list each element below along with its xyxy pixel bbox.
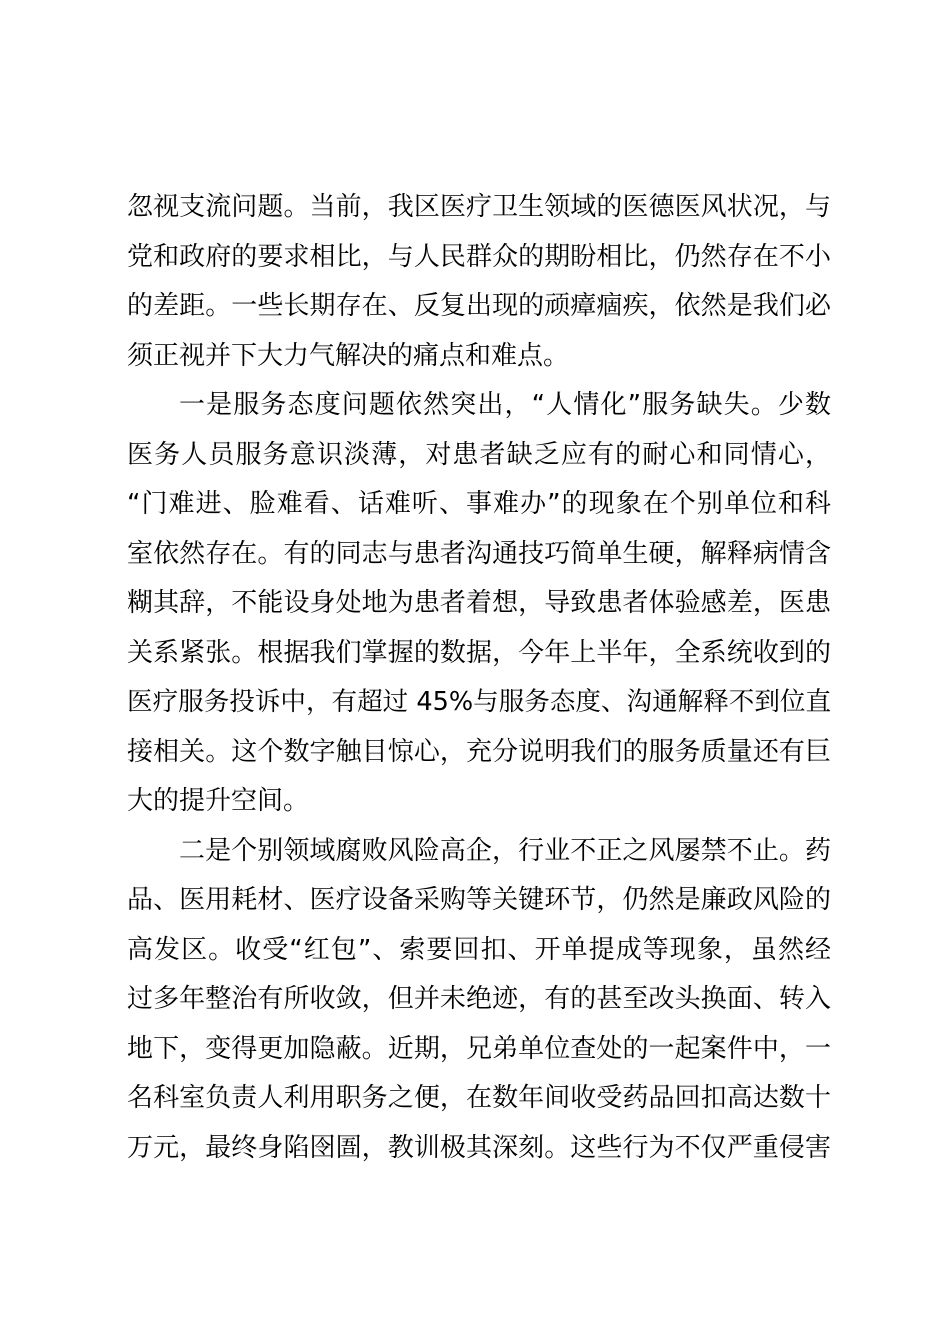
text-line: 忽视支流问题。当前，我区医疗卫生领域的医德医风状况，与	[127, 192, 831, 222]
body-text	[127, 183, 831, 1173]
text-line: 过多年整治有所收敛，但并未绝迹，有的甚至改头换面、转入	[127, 984, 831, 1014]
text-line: 品、医用耗材、医疗设备采购等关键环节，仍然是廉政风险的	[127, 885, 831, 915]
text-line: 须正视并下大力气解决的痛点和难点。	[127, 340, 570, 371]
text-line: 地下，变得更加隐蔽。近期，兄弟单位查处的一起案件中，一	[127, 1033, 831, 1064]
paragraph-3	[127, 827, 831, 1174]
text-line: 一是服务态度问题依然突出，“人情化”服务缺失。少数	[179, 390, 831, 420]
text-line: 糊其辞，不能设身处地为患者着想，导致患者体验感差，医患	[127, 588, 831, 618]
paragraph-2	[127, 381, 831, 827]
text-line: 万元，最终身陷囹圄，教训极其深刻。这些行为不仅严重侵害	[127, 1132, 831, 1163]
text-line: 的差距。一些长期存在、反复出现的顽瘴痼疾，依然是我们必	[127, 291, 831, 321]
paragraph-1	[127, 183, 831, 381]
text-line: 关系紧张。根据我们掌握的数据，今年上半年，全系统收到的	[127, 637, 831, 668]
text-line: 党和政府的要求相比，与人民群众的期盼相比，仍然存在不小	[127, 241, 831, 272]
text-line: 医务人员服务意识淡薄，对患者缺乏应有的耐心和同情心，	[127, 439, 831, 470]
text-line: 高发区。收受“红包”、索要回扣、开单提成等现象，虽然经	[127, 934, 831, 965]
text-line: 二是个别领域腐败风险高企，行业不正之风屡禁不止。药	[179, 835, 831, 866]
text-line: 医疗服务投诉中，有超过 45%与服务态度、沟通解释不到位直	[127, 687, 831, 717]
text-line: 接相关。这个数字触目惊心，充分说明我们的服务质量还有巨	[127, 736, 831, 767]
text-line: “门难进、脸难看、话难听、事难办”的现象在个别单位和科	[127, 489, 831, 519]
text-line: 大的提升空间。	[127, 786, 310, 816]
text-line: 室依然存在。有的同志与患者沟通技巧简单生硬，解释病情含	[127, 538, 831, 569]
text-line: 名科室负责人利用职务之便，在数年间收受药品回扣高达数十	[127, 1083, 831, 1113]
